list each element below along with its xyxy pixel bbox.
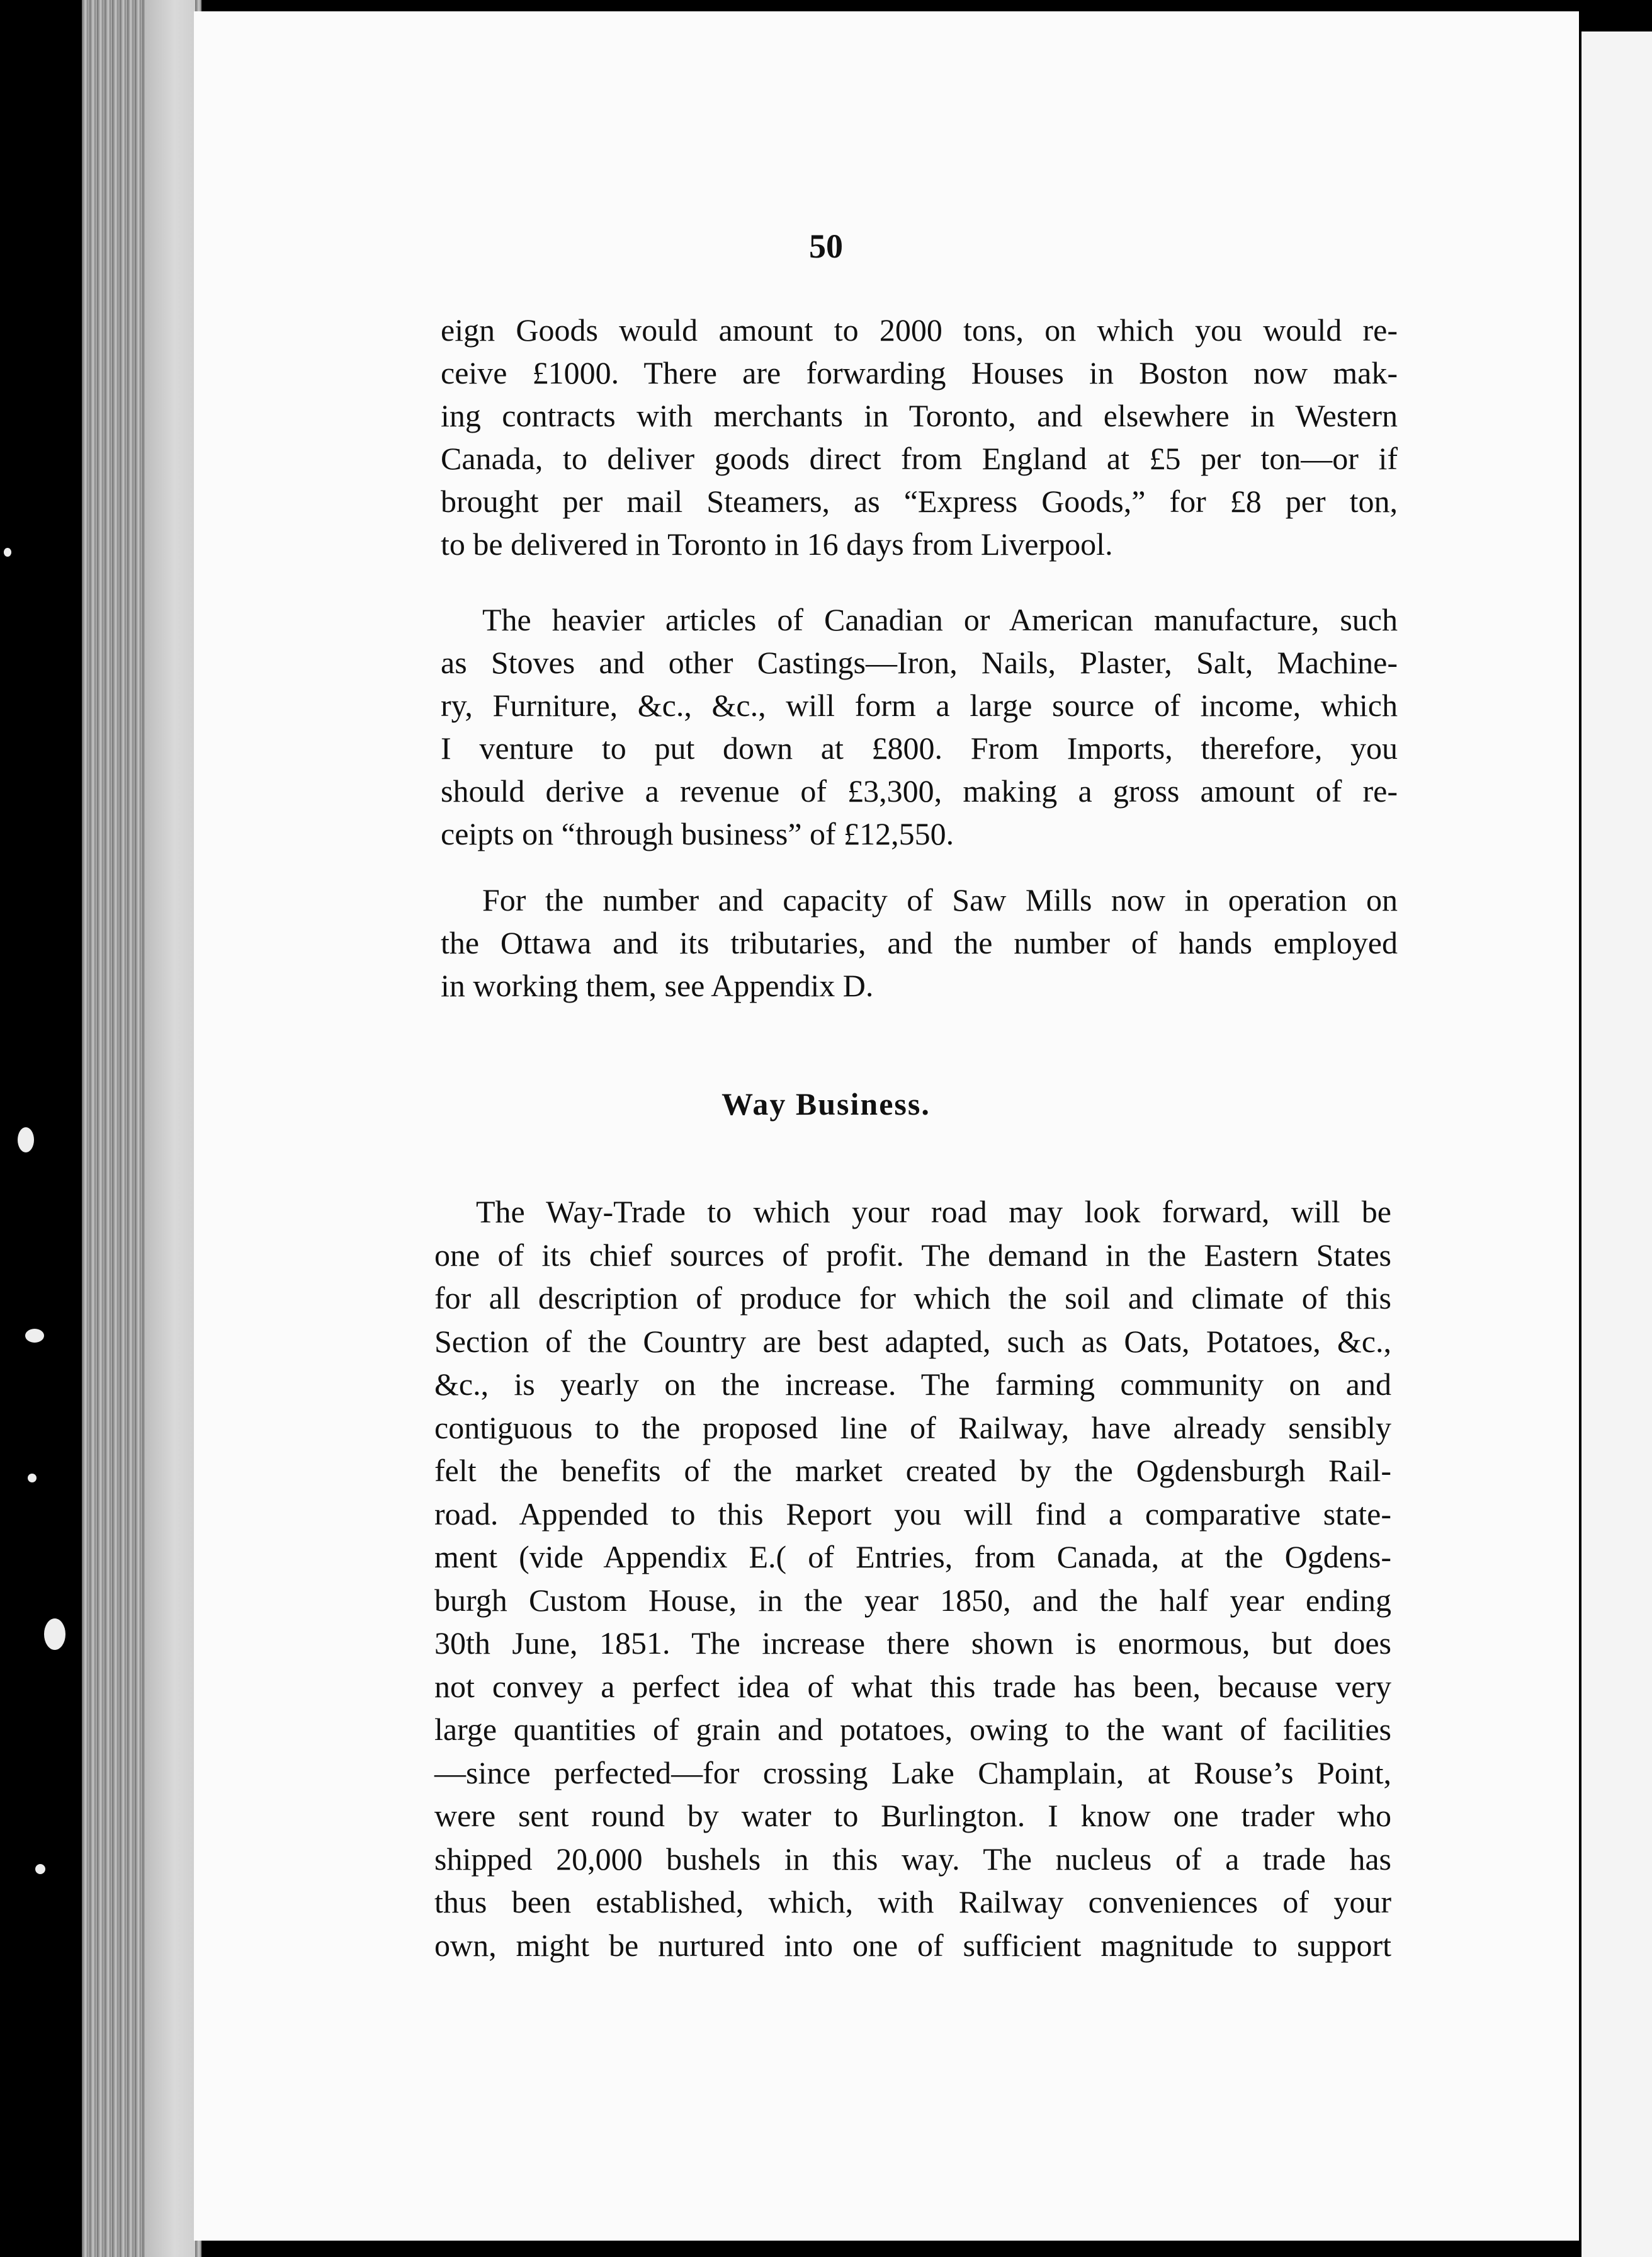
text-line: ment (vide Appendix E.( of Entries, from Canada, at the Ogdens-	[434, 1539, 1391, 1574]
text-line: large quantities of grain and potatoes, owing to the want of facilities	[434, 1712, 1391, 1747]
section-heading: Way Business.	[721, 1086, 931, 1122]
text-line: should derive a revenue of £3,300, making a gross amount of re-	[441, 773, 1398, 809]
text-line: as Stoves and other Castings—Iron, Nails, Plaster, Salt, Machine-	[441, 645, 1398, 680]
text-line: brought per mail Steamers, as “Express Goods,” for £8 per ton,	[441, 484, 1398, 519]
text-line: The Way-Trade to which your road may look forward, will be	[476, 1194, 1391, 1229]
text-line: were sent round by water to Burlington. I know one trader who	[434, 1798, 1391, 1833]
text-line: I venture to put down at £800. From Imports, therefore, you	[441, 731, 1398, 766]
text-line: Section of the Country are best adapted, such as Oats, Potatoes, &c.,	[434, 1323, 1391, 1359]
text-line: not convey a perfect idea of what this trade has been, because very	[434, 1668, 1391, 1704]
text-line: ceive £1000. There are forwarding Houses in Boston now mak-	[441, 355, 1398, 390]
text-line: shipped 20,000 bushels in this way. The nucleus of a trade has	[434, 1841, 1391, 1877]
facing-page-edge	[1581, 31, 1652, 2257]
text-line: For the number and capacity of Saw Mills now in operation on	[482, 882, 1398, 918]
page-number: 50	[809, 227, 843, 265]
text-line: The heavier articles of Canadian or American manufacture, such	[482, 602, 1398, 637]
text-line: ceipts on “through business” of £12,550.	[441, 816, 954, 851]
text-line: in working them, see Appendix D.	[441, 968, 874, 1003]
text-line: felt the benefits of the market created by the Ogdensburgh Rail-	[434, 1453, 1391, 1488]
text-line: eign Goods would amount to 2000 tons, on which you would re-	[441, 312, 1398, 348]
paragraph-3	[441, 878, 1398, 1007]
text-line: road. Appended to this Report you will find a comparative state-	[434, 1496, 1391, 1532]
text-line: &c., is yearly on the increase. The farming community on and	[434, 1367, 1391, 1402]
page-stack-inner-edge	[145, 0, 195, 2257]
text-line: thus been established, which, with Railway conveniences of your	[434, 1884, 1391, 1919]
paragraph-4	[434, 1190, 1391, 1967]
text-line: ing contracts with merchants in Toronto, and elsewhere in Western	[441, 398, 1398, 433]
text-line: ry, Furniture, &c., &c., will form a large source of income, which	[441, 688, 1398, 723]
paragraph-2	[441, 598, 1398, 855]
paragraph-1	[441, 309, 1398, 566]
text-line: contiguous to the proposed line of Railway, have already sensibly	[434, 1409, 1391, 1445]
text-line: —since perfected—for crossing Lake Champlain, at Rouse’s Point,	[434, 1754, 1391, 1790]
text-line: 30th June, 1851. The increase there shown is enormous, but does	[434, 1625, 1391, 1661]
text-line: burgh Custom House, in the year 1850, and the half year ending	[434, 1582, 1391, 1618]
text-line: for all description of produce for which the soil and climate of this	[434, 1280, 1391, 1316]
text-line: one of its chief sources of profit. The demand in the Eastern States	[434, 1237, 1391, 1273]
text-line: own, might be nurtured into one of sufficient magnitude to support	[434, 1927, 1391, 1963]
text-line: to be delivered in Toronto in 16 days from Liverpool.	[441, 526, 1113, 562]
text-line: Canada, to deliver goods direct from England at £5 per ton—or if	[441, 441, 1398, 476]
text-line: the Ottawa and its tributaries, and the number of hands employed	[441, 925, 1398, 960]
